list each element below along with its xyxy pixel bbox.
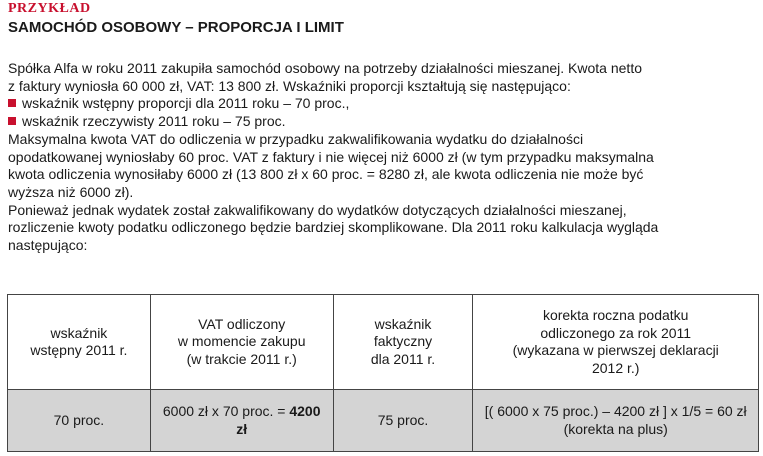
- bullet-text: wskaźnik wstępny proporcji dla 2011 roku – 70 proc.,: [22, 95, 350, 112]
- header-line: w momencie zakupu: [177, 333, 306, 350]
- paragraph-line: z faktury wyniosła 60 000 zł, VAT: 13 800 zł. Wskaźniki proporcji kształtują się następująco:: [8, 77, 571, 94]
- paragraph-line: kwota odliczenia wynosiłaby 6000 zł (13 800 zł x 60 proc. = 8280 zł, ale kwota odliczenia nie może być: [8, 166, 644, 183]
- header-line: odliczonego za rok 2011: [540, 324, 692, 341]
- paragraph-line: opodatkowanej wyniosłaby 60 proc. VAT z faktury i nie więcej niż 6000 zł (w tym przypadku maksymalna: [8, 148, 654, 165]
- paragraph-line: Spółka Alfa w roku 2011 zakupiła samochód osobowy na potrzeby działalności mieszanej. Kwota netto: [8, 60, 642, 76]
- paragraph-line: następująco:: [8, 237, 88, 254]
- bullet-item: [8, 95, 758, 113]
- header-line: wskaźnik: [50, 324, 108, 341]
- paragraph-line: rozliczenie kwoty podatku odliczonego będzie bardziej skomplikowane. Dla 2011 roku kalkulacja wygląda: [8, 219, 659, 236]
- correction-formula: [( 6000 x 75 proc.) – 4200 zł ] x 1/5 = 60 zł: [484, 403, 747, 419]
- cell-actual-ratio: 75 proc.: [333, 390, 473, 452]
- cell-annual-correction: [473, 390, 759, 452]
- header-line: wstępny 2011 r.: [30, 342, 128, 358]
- paragraph-line: Ponieważ jednak wydatek został zakwalifikowany do wydatków dotyczących działalności mieszanej,: [8, 201, 627, 218]
- cell-initial-ratio: 70 proc.: [8, 390, 151, 452]
- bullet-item: [8, 113, 758, 131]
- paragraph-line: wyższa niż 6000 zł).: [8, 183, 134, 200]
- bullet-text: wskaźnik rzeczywisty 2011 roku – 75 proc.: [22, 113, 286, 130]
- formula-result: 4200 zł: [236, 403, 321, 437]
- correction-note: (korekta na plus): [563, 420, 668, 437]
- paragraph-line: Maksymalna kwota VAT do odliczenia w przypadku zakwalifikowania wydatku do działalności: [8, 130, 584, 147]
- table-header-row: [8, 295, 759, 390]
- header-line: dla 2011 r.: [370, 350, 436, 367]
- example-body: [8, 60, 758, 255]
- bullet-square-icon: [8, 117, 16, 125]
- header-line: (w trakcie 2011 r.): [186, 350, 297, 367]
- header-cell-initial-ratio: [8, 295, 151, 390]
- table-row: [8, 390, 759, 452]
- header-line: wskaźnik: [374, 315, 432, 332]
- header-line: 2012 r.): [591, 359, 640, 376]
- cell-vat-deducted: [150, 390, 333, 452]
- header-cell-annual-correction: [473, 295, 759, 390]
- header-cell-actual-ratio: [333, 295, 473, 390]
- example-label: PRZYKŁAD: [8, 1, 91, 16]
- header-cell-vat-deducted: [150, 295, 333, 390]
- calculation-table: [7, 294, 759, 452]
- header-line: VAT odliczony: [198, 315, 286, 332]
- header-line: faktyczny: [373, 333, 433, 350]
- header-line: (wykazana w pierwszej deklaracji: [512, 342, 719, 358]
- bullet-square-icon: [8, 99, 16, 107]
- header-line: korekta roczna podatku: [542, 307, 689, 323]
- formula-text: 6000 zł x 70 proc. =: [162, 403, 290, 419]
- example-title: SAMOCHÓD OSOBOWY – PROPORCJA I LIMIT: [8, 19, 344, 36]
